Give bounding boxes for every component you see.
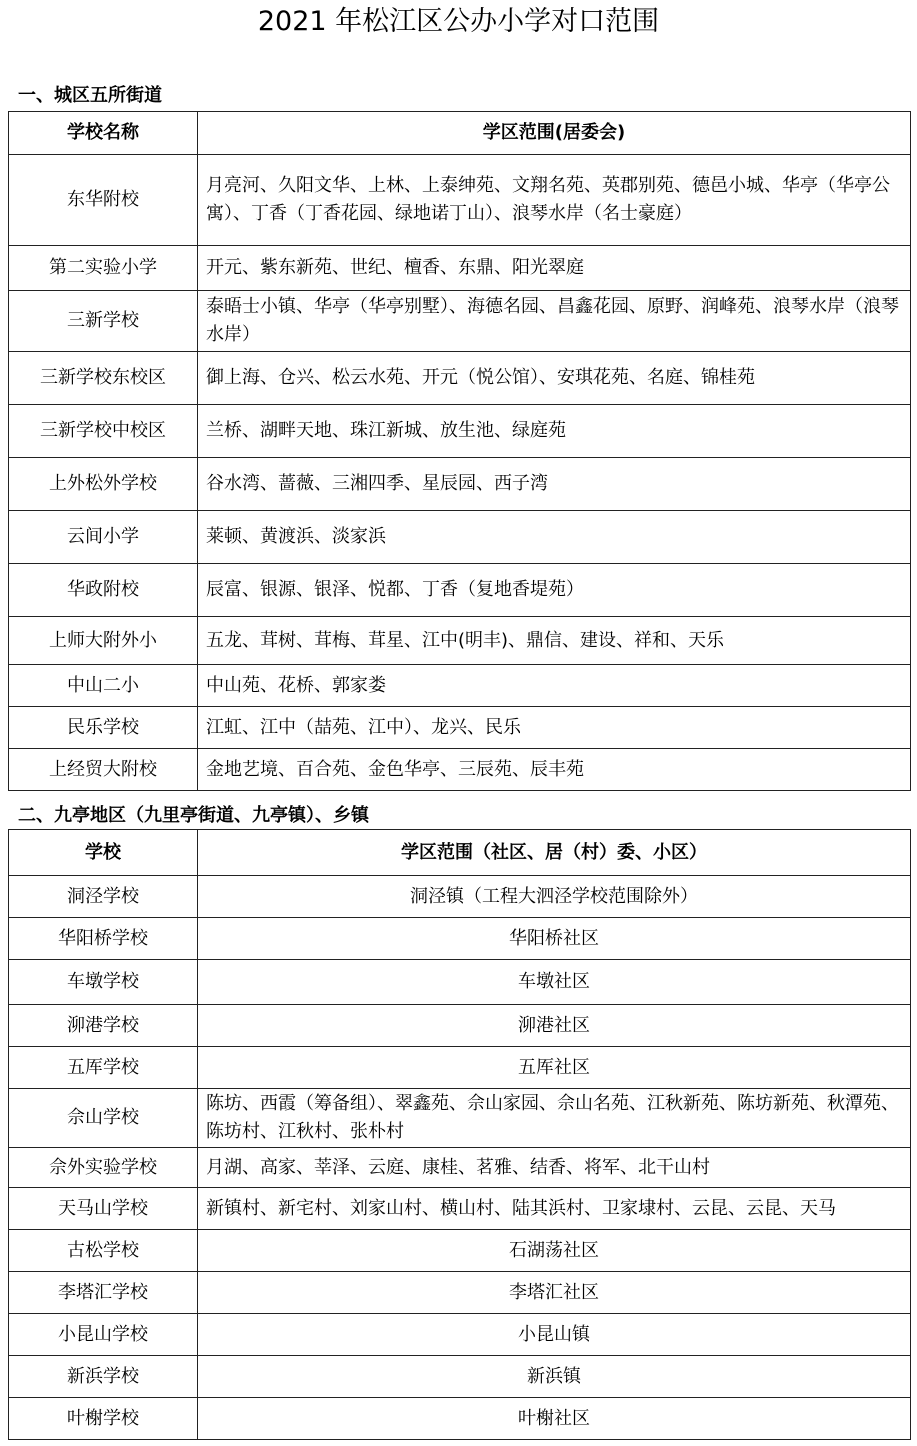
table-row <box>9 1398 911 1440</box>
school-name-cell: 上外松外学校 <box>9 458 198 511</box>
table-row <box>9 1005 911 1047</box>
school-name-cell: 洞泾学校 <box>9 876 198 918</box>
school-name-cell: 上师大附外小 <box>9 617 198 665</box>
table-row <box>9 155 911 246</box>
table-row <box>9 876 911 918</box>
table-row <box>9 405 911 458</box>
table-row <box>9 960 911 1005</box>
district-range-cell: 李塔汇社区 <box>198 1272 911 1314</box>
table-row <box>9 458 911 511</box>
school-name-cell: 新浜学校 <box>9 1356 198 1398</box>
school-name-cell: 五厍学校 <box>9 1047 198 1089</box>
school-name-cell: 车墩学校 <box>9 960 198 1005</box>
table-row <box>9 707 911 749</box>
header-district-range: 学区范围(居委会) <box>198 112 911 155</box>
table-row <box>9 1188 911 1230</box>
school-name-cell: 中山二小 <box>9 665 198 707</box>
district-range-cell: 莱顿、黄渡浜、淡家浜 <box>198 511 911 564</box>
section-1-heading: 一、城区五所街道 <box>18 85 162 106</box>
school-name-cell: 三新学校 <box>9 291 198 352</box>
section-2-heading: 二、九亭地区（九里亭街道、九亭镇）、乡镇 <box>18 805 369 826</box>
school-name-cell: 东华附校 <box>9 155 198 246</box>
school-name-cell: 三新学校中校区 <box>9 405 198 458</box>
jiuting-towns-schools-table <box>8 829 911 1440</box>
table-row <box>9 1047 911 1089</box>
header-school: 学校 <box>9 830 198 876</box>
table-row <box>9 749 911 791</box>
district-range-cell: 叶榭社区 <box>198 1398 911 1440</box>
district-range-cell: 新浜镇 <box>198 1356 911 1398</box>
table-row <box>9 1356 911 1398</box>
district-range-cell: 江虹、江中（喆苑、江中）、龙兴、民乐 <box>198 707 911 749</box>
page-title: 2021 年松江区公办小学对口范围 <box>257 6 660 37</box>
table-row <box>9 1089 911 1148</box>
urban-schools-table <box>8 111 911 791</box>
table-header-row <box>9 112 911 155</box>
district-range-cell: 泰晤士小镇、华亭（华亭别墅）、海德名园、昌鑫花园、原野、润峰苑、浪琴水岸（浪琴水岸） <box>198 291 911 352</box>
school-name-cell: 天马山学校 <box>9 1188 198 1230</box>
table-header-row <box>9 830 911 876</box>
school-name-cell: 叶榭学校 <box>9 1398 198 1440</box>
school-name-cell: 云间小学 <box>9 511 198 564</box>
district-range-cell: 石湖荡社区 <box>198 1230 911 1272</box>
table-row <box>9 918 911 960</box>
table-row <box>9 1314 911 1356</box>
school-name-cell: 佘山学校 <box>9 1089 198 1148</box>
district-range-cell: 小昆山镇 <box>198 1314 911 1356</box>
district-range-cell: 车墩社区 <box>198 960 911 1005</box>
district-range-cell: 中山苑、花桥、郭家娄 <box>198 665 911 707</box>
district-range-cell: 兰桥、湖畔天地、珠江新城、放生池、绿庭苑 <box>198 405 911 458</box>
district-range-cell: 月亮河、久阳文华、上林、上泰绅苑、文翔名苑、英郡别苑、德邑小城、华亭（华亭公寓）、丁香（丁香花园、绿地诺丁山）、浪琴水岸（名士豪庭） <box>198 155 911 246</box>
table-row <box>9 617 911 665</box>
header-school-name: 学校名称 <box>9 112 198 155</box>
table-row <box>9 1148 911 1188</box>
table-row <box>9 352 911 405</box>
district-range-cell: 陈坊、西霞（筹备组）、翠鑫苑、佘山家园、佘山名苑、江秋新苑、陈坊新苑、秋潭苑、陈坊村、江秋村、张朴村 <box>198 1089 911 1148</box>
table-row <box>9 291 911 352</box>
school-name-cell: 泖港学校 <box>9 1005 198 1047</box>
table-row <box>9 511 911 564</box>
district-range-cell: 泖港社区 <box>198 1005 911 1047</box>
district-range-cell: 辰富、银源、银泽、悦都、丁香（复地香堤苑） <box>198 564 911 617</box>
district-range-cell: 月湖、高家、莘泽、云庭、康桂、茗雅、结香、将军、北干山村 <box>198 1148 911 1188</box>
table-row <box>9 665 911 707</box>
table-row <box>9 246 911 291</box>
district-range-cell: 新镇村、新宅村、刘家山村、横山村、陆其浜村、卫家埭村、云昆、云昆、天马 <box>198 1188 911 1230</box>
district-range-cell: 谷水湾、蔷薇、三湘四季、星辰园、西子湾 <box>198 458 911 511</box>
district-range-cell: 金地艺境、百合苑、金色华亭、三辰苑、辰丰苑 <box>198 749 911 791</box>
district-range-cell: 洞泾镇（工程大泗泾学校范围除外） <box>198 876 911 918</box>
district-range-cell: 华阳桥社区 <box>198 918 911 960</box>
school-name-cell: 小昆山学校 <box>9 1314 198 1356</box>
district-range-cell: 开元、紫东新苑、世纪、檀香、东鼎、阳光翠庭 <box>198 246 911 291</box>
school-name-cell: 华阳桥学校 <box>9 918 198 960</box>
table-row <box>9 1230 911 1272</box>
school-name-cell: 第二实验小学 <box>9 246 198 291</box>
school-name-cell: 上经贸大附校 <box>9 749 198 791</box>
table-row <box>9 1272 911 1314</box>
school-name-cell: 古松学校 <box>9 1230 198 1272</box>
school-name-cell: 佘外实验学校 <box>9 1148 198 1188</box>
school-name-cell: 民乐学校 <box>9 707 198 749</box>
school-name-cell: 华政附校 <box>9 564 198 617</box>
district-range-cell: 五龙、茸树、茸梅、茸星、江中(明丰)、鼎信、建设、祥和、天乐 <box>198 617 911 665</box>
district-range-cell: 御上海、仓兴、松云水苑、开元（悦公馆）、安琪花苑、名庭、锦桂苑 <box>198 352 911 405</box>
header-district-range: 学区范围（社区、居（村）委、小区） <box>198 830 911 876</box>
school-name-cell: 三新学校东校区 <box>9 352 198 405</box>
district-range-cell: 五厍社区 <box>198 1047 911 1089</box>
school-name-cell: 李塔汇学校 <box>9 1272 198 1314</box>
table-row <box>9 564 911 617</box>
